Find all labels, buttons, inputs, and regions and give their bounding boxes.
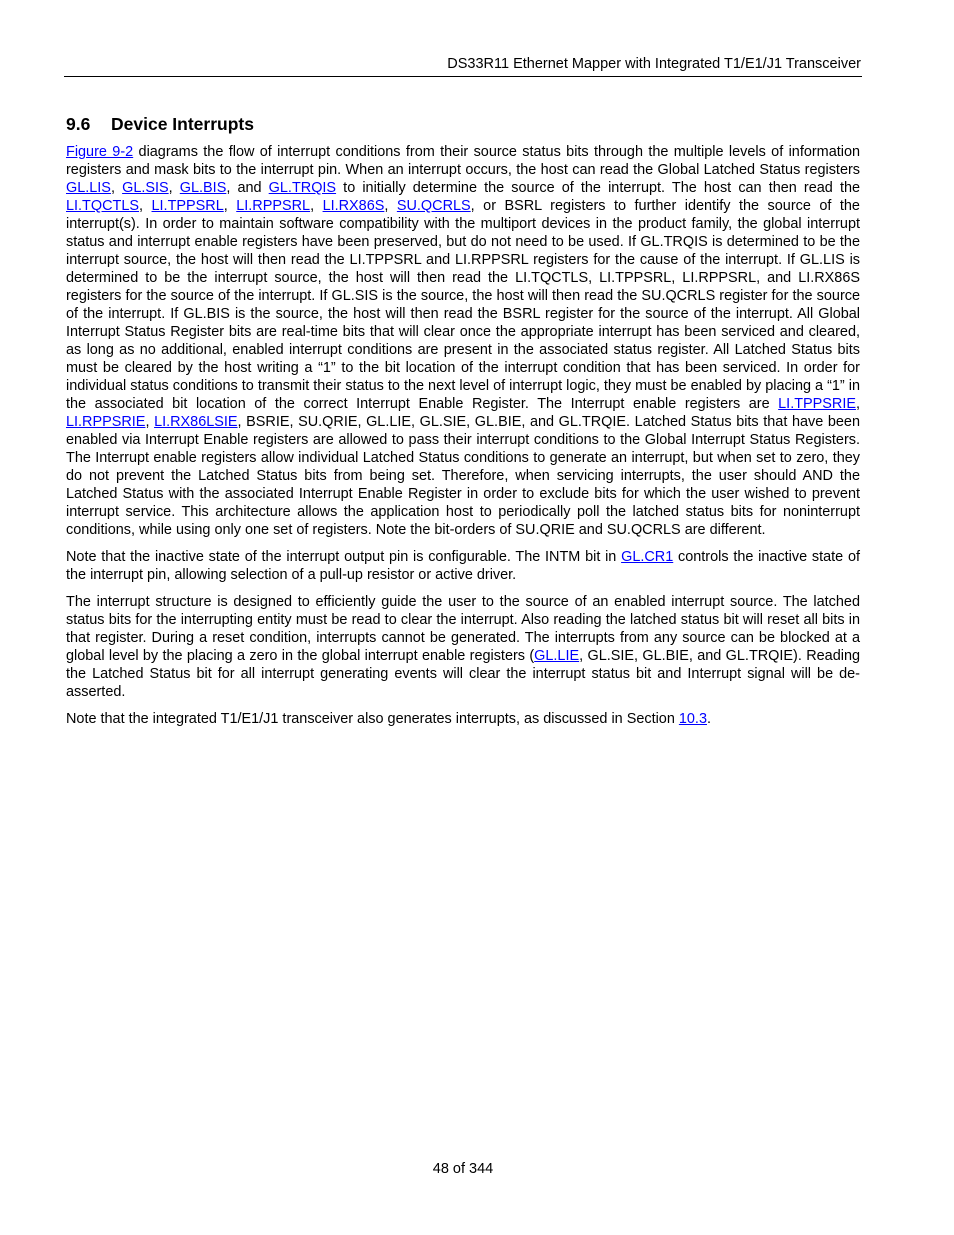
paragraph-interrupt-structure: The interrupt structure is designed to efficiently guide the user to the source of an enabled interrupt source. The latched status bits for the interrupting entity must be read to clear the interrupt. Also reading the latched status bit will reset all bits in that register. During a reset condition, interrupts cannot be generated. The interrupts from any source can be blocked at a global level by the placing a zero in the global interrupt enable registers (GL.LIE, GL.SIE, GL.BIE, and GL.TRQIE). Reading the Latched Status bit for all interrupt generating events will clear the interrupt status bit and Interrupt signal will be de-asserted. (66, 594, 860, 700)
link-li-tqctls[interactable]: LI.TQCTLS (66, 198, 140, 214)
paragraph-intm-note: Note that the inactive state of the interrupt output pin is configurable. The INTM bit in GL.CR1 controls the inactive state of the interrupt pin, allowing selection of a pull-up resistor or active driver. (66, 549, 860, 583)
link-li-rx86s[interactable]: LI.RX86S (322, 198, 385, 214)
link-gl-lis[interactable]: GL.LIS (66, 180, 111, 196)
link-gl-cr1[interactable]: GL.CR1 (621, 549, 674, 565)
link-gl-lie[interactable]: GL.LIE (534, 648, 580, 664)
body-content (66, 143, 860, 728)
link-gl-bis[interactable]: GL.BIS (179, 180, 227, 196)
link-section-10-3[interactable]: 10.3 (678, 711, 707, 727)
section-heading (66, 114, 254, 134)
section-number: 9.6 (66, 114, 91, 134)
link-figure-9-2[interactable]: Figure 9-2 (66, 144, 134, 160)
paragraph-interrupt-flow: Figure 9-2 diagrams the flow of interrupt conditions from their source status bits through the multiple levels of information registers and mask bits to the interrupt pin. When an interrupt occurs, the host can read the Global Latched Status registers GL.LIS, GL.SIS, GL.BIS, and GL.TRQIS to initially determine the source of the interrupt. The host can then read the LI.TQCTLS, LI.TPPSRL, LI.RPPSRL, LI.RX86S, SU.QCRLS, or BSRL registers to further identify the source of the interrupt(s). In order to maintain software compatibility with the multiport devices in the product family, the global interrupt status and interrupt enable registers have been preserved, but do not need to be used. If GL.TRQIS is determined to be the interrupt source, the host will then read the LI.TPPSRL and LI.RPPSRL registers for the cause of the interrupt. If GL.LIS is determined to be the interrupt source, the host will then read the LI.TQCTLS, LI.TPPSRL, LI.RPPSRL, and LI.RX86S registers for the source of the interrupt. If GL.SIS is the source, the host will then read the SU.QCRLS register for the source of the interrupt. If GL.BIS is the source, the host will then read the BSRL register for the source of the interrupt. All Global Interrupt Status Register bits are real-time bits that will clear once the appropriate interrupt has been serviced and cleared, as long as no additional, enabled interrupt conditions are present in the associated status register. All Latched Status bits must be cleared by the host writing a “1” to the bit location of the interrupt condition that has been serviced. In order for individual status conditions to transmit their status to the next level of interrupt logic, they must be enabled by placing a “1” in the associated bit location of the correct Interrupt Enable Register. The Interrupt enable registers are LI.TPPSRIE, LI.RPPSRIE, LI.RX86LSIE, BSRIE, SU.QRIE, GL.LIE, GL.SIE, GL.BIE, and GL.TRQIE. Latched Status bits that have been enabled via Interrupt Enable registers are allowed to pass their interrupt conditions to the Global Interrupt Status Registers. The Interrupt enable registers allow individual Latched Status conditions to generate an interrupt, but when set to zero, they do not prevent the Latched Status bits from being set. Therefore, when servicing interrupts, the user should AND the Latched Status with the associated Interrupt Enable Register in order to exclude bits for which the user wished to prevent interrupt service. This architecture allows the application host to periodically poll the latched status bits for noninterrupt conditions, while using only one set of registers. Note the bit-orders of SU.QRIE and SU.QCRLS are different. (66, 144, 861, 538)
paragraph-transceiver-note: Note that the integrated T1/E1/J1 transceiver also generates interrupts, as discussed in Section 10.3. (66, 711, 711, 727)
header-divider (64, 76, 862, 77)
document-header-title: DS33R11 Ethernet Mapper with Integrated T1/E1/J1 Transceiver (447, 56, 861, 72)
link-li-rppsrie[interactable]: LI.RPPSRIE (66, 414, 146, 430)
link-li-rx86lsie[interactable]: LI.RX86LSIE (154, 414, 238, 430)
link-gl-sis[interactable]: GL.SIS (122, 180, 169, 196)
link-li-tppsrl[interactable]: LI.TPPSRL (151, 198, 224, 214)
section-title: Device Interrupts (111, 114, 254, 134)
link-gl-trqis[interactable]: GL.TRQIS (268, 180, 337, 196)
link-li-tppsrie[interactable]: LI.TPPSRIE (778, 396, 856, 412)
link-li-rppsrl[interactable]: LI.RPPSRL (236, 198, 311, 214)
page-number: 48 of 344 (432, 1161, 494, 1177)
link-su-qcrls[interactable]: SU.QCRLS (396, 198, 471, 214)
